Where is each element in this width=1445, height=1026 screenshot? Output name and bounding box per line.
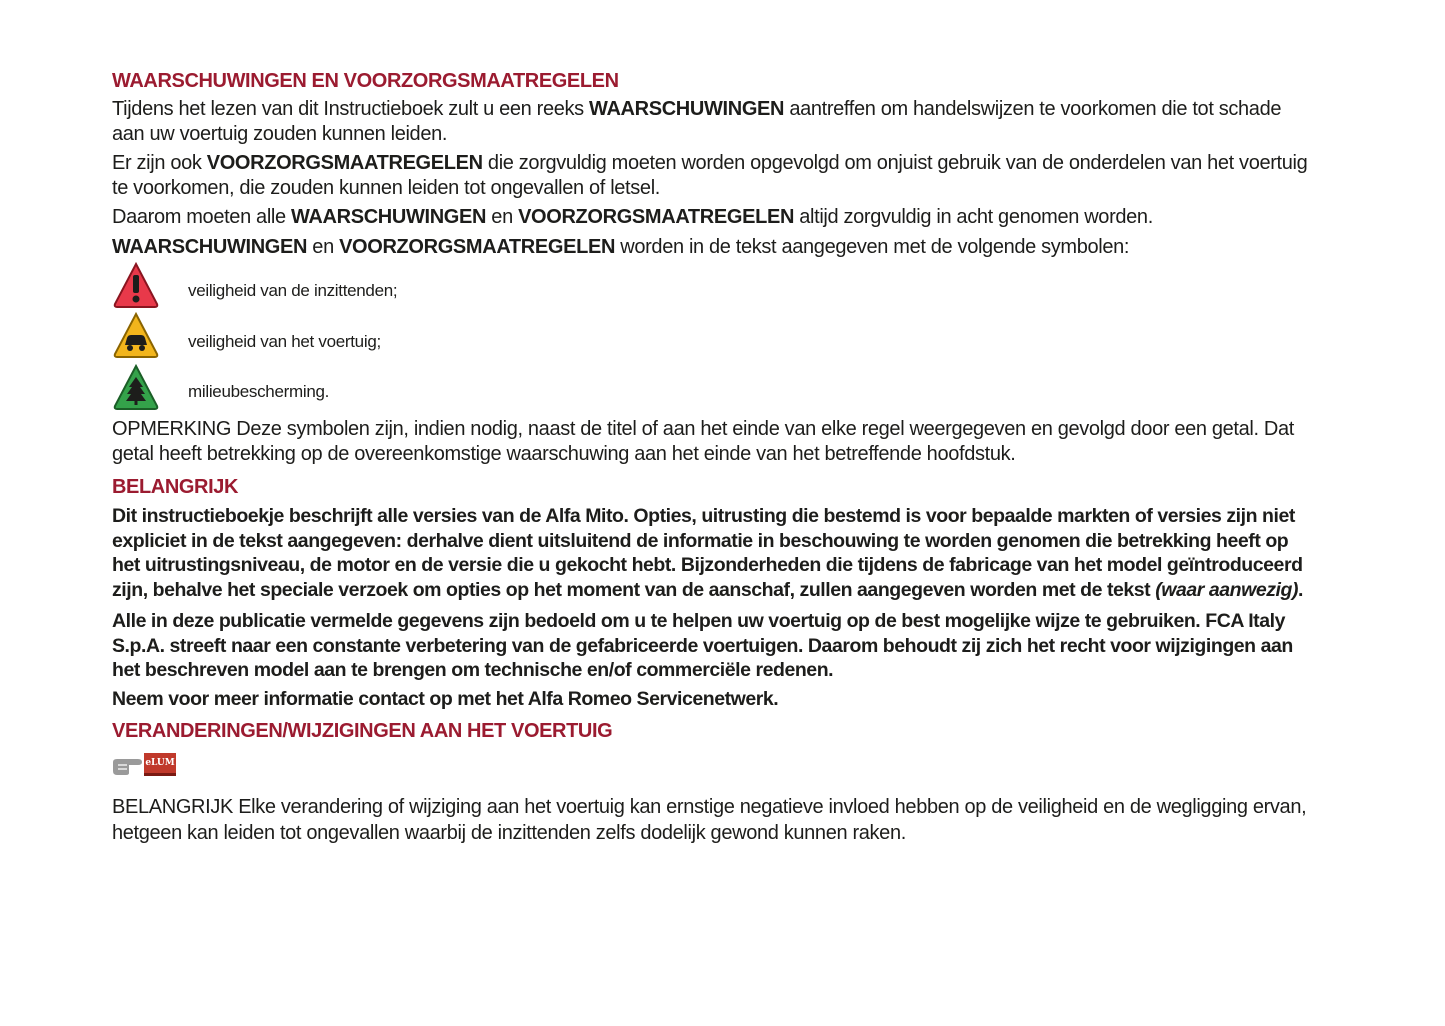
paragraph-always-observe	[112, 205, 1312, 230]
paragraph-intro-precautions	[112, 151, 1312, 200]
paragraph-important-3: Neem voor meer informatie contact op met het Alfa Romeo Servicenetwerk.	[112, 687, 779, 710]
heading-warnings: WAARSCHUWINGEN EN VOORZORGSMAATREGELEN	[112, 70, 619, 92]
symbol-row-environment	[112, 363, 1312, 417]
text-span: aantreffen om handelswijzen te voorkomen die tot schade aan uw voertuig zouden kunnen leiden.	[112, 98, 1282, 145]
elum-badge-label: eLUM	[145, 758, 175, 768]
bold-span: WAARSCHUWINGEN	[291, 206, 487, 228]
text-span: en	[307, 235, 340, 258]
symbol-label: milieubescherming.	[188, 382, 330, 401]
paragraph-note: OPMERKING Deze symbolen zijn, indien nodig, naast de titel of aan het einde van elke regel weergegeven en gevolgd door een getal. Dat getal heeft betrekking op de overeenkomstige waarschuwing aan het einde van het betreffende hoofdstuk.	[112, 418, 1294, 465]
heading-important: BELANGRIJK	[112, 476, 239, 498]
green-tree-triangle-icon	[112, 363, 160, 411]
bold-span: VOORZORGSMAATREGELEN	[339, 235, 616, 258]
paragraph-modifications: BELANGRIJK Elke verandering of wijziging aan het voertuig kan ernstige negatieve invloed hebben op de veiligheid en de wegligging ervan, hetgeen kan leiden tot ongevallen waarbij de inzittenden zelfs dodelijk gewond kunnen raken.	[112, 796, 1307, 844]
elum-badge	[144, 753, 176, 776]
paragraph-important-2: Alle in deze publicatie vermelde gegevens zijn bedoeld om u te helpen uw voertuig op de best mogelijke wijze te gebruiken. FCA Italy S.p.A. streeft naar een constante verbetering van de gefabriceerde voertuigen. Daarom behoudt zij zich het recht voor wijzigingen aan het beschreven model aan te brengen om technische en/of commerciële redenen.	[112, 610, 1293, 681]
symbol-row-occupants	[112, 261, 1312, 311]
symbol-row-vehicle	[112, 311, 1312, 363]
text-span: Tijdens het lezen van dit Instructieboek zult u een reeks	[112, 98, 590, 120]
bold-span: WAARSCHUWINGEN	[112, 235, 308, 258]
text-span: die zorgvuldig moeten worden opgevolgd om onjuist gebruik van de onderdelen van het voertuig te voorkomen, die zouden kunnen leiden tot ongevallen of letsel.	[112, 152, 1308, 199]
page-content	[112, 70, 1312, 846]
paragraph-important-1	[112, 504, 1312, 602]
text-span: .	[1297, 578, 1303, 601]
symbol-label: veiligheid van de inzittenden;	[188, 281, 398, 300]
text-span: Er zijn ook	[112, 152, 207, 174]
heading-modifications: VERANDERINGEN/WIJZIGINGEN AAN HET VOERTUIG	[112, 720, 613, 742]
symbol-label: veiligheid van het voertuig;	[188, 332, 381, 351]
bold-span: WAARSCHUWINGEN	[589, 98, 785, 120]
paragraph-symbols-intro	[112, 235, 1312, 260]
text-span: en	[486, 206, 519, 228]
red-warning-triangle-icon	[112, 261, 160, 309]
text-span: worden in de tekst aangegeven met de volgende symbolen:	[615, 235, 1130, 258]
pointing-hand-icon	[112, 755, 144, 777]
text-span: Dit instructieboekje beschrijft alle versies van de Alfa Mito. Opties, uitrusting die bestemd is voor bepaalde markten of versies zijn niet expliciet in de tekst aangegeven: derhalve dient uitsluitend de informatie in beschouwing te worden genomen die betrekking heeft op het uitrustingsniveau, de motor en de versie die u gekocht hebt. Bijzonderheden die tijdens de fabricage van het model geïntroduceerd zijn, behalve het speciale verzoek om opties op het moment van de aanschaf, zullen aangegeven worden met de tekst	[112, 505, 1303, 601]
bold-span: VOORZORGSMAATREGELEN	[518, 206, 795, 228]
text-span: Daarom moeten alle	[112, 206, 291, 228]
text-span: altijd zorgvuldig in acht genomen worden.	[794, 206, 1153, 228]
elum-indicator	[112, 751, 1312, 781]
italic-span: (waar aanwezig)	[1155, 578, 1298, 601]
bold-span: VOORZORGSMAATREGELEN	[206, 152, 483, 174]
yellow-car-triangle-icon	[112, 311, 160, 359]
paragraph-intro-warnings	[112, 97, 1312, 146]
